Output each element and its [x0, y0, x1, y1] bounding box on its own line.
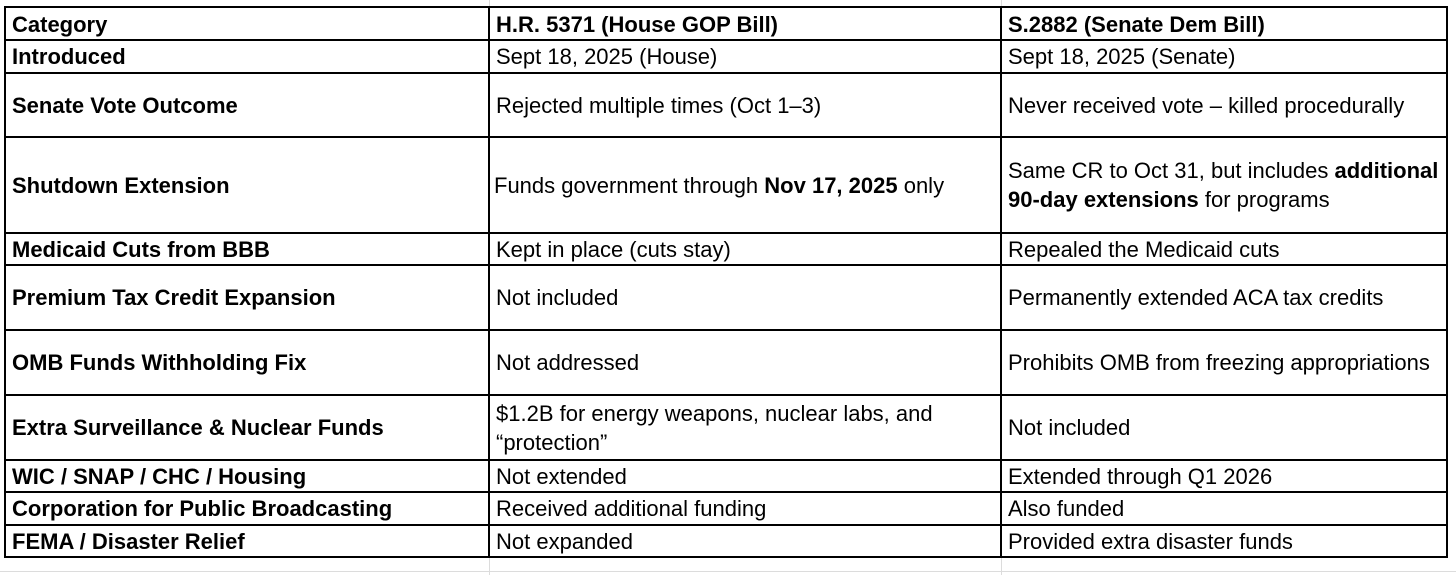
row-house-value: Not included — [489, 265, 1001, 330]
table-row — [5, 265, 1447, 330]
row-senate-value: Permanently extended ACA tax credits — [1001, 265, 1447, 330]
row-category: Premium Tax Credit Expansion — [5, 265, 489, 330]
table-row — [5, 492, 1447, 525]
row-house-value — [489, 137, 1001, 233]
text-segment: Funds government through — [494, 172, 765, 198]
row-house-value: Received additional funding — [489, 492, 1001, 525]
row-senate-value: Provided extra disaster funds — [1001, 525, 1447, 557]
row-house-value: Kept in place (cuts stay) — [489, 233, 1001, 265]
row-category: OMB Funds Withholding Fix — [5, 330, 489, 395]
row-house-value: Not extended — [489, 460, 1001, 492]
bill-comparison-table — [4, 6, 1448, 558]
row-senate-value: Repealed the Medicaid cuts — [1001, 233, 1447, 265]
table-row — [5, 525, 1447, 557]
row-senate-value: Never received vote – killed procedurally — [1001, 73, 1447, 137]
row-house-value: Rejected multiple times (Oct 1–3) — [489, 73, 1001, 137]
emphasized-date: Nov 17, 2025 — [764, 172, 898, 198]
table-row — [5, 40, 1447, 73]
row-senate-value — [1001, 137, 1447, 233]
row-senate-value: Not included — [1001, 395, 1447, 460]
row-category: Shutdown Extension — [5, 137, 489, 233]
row-category: Corporation for Public Broadcasting — [5, 492, 489, 525]
table-row — [5, 137, 1447, 233]
emphasized-phrase: additional 90-day extensions — [1008, 158, 1439, 212]
header-row — [5, 7, 1447, 40]
header-house-bill: H.R. 5371 (House GOP Bill) — [489, 7, 1001, 40]
row-category: FEMA / Disaster Relief — [5, 525, 489, 557]
table-row — [5, 233, 1447, 265]
row-house-value: $1.2B for energy weapons, nuclear labs, and “protection” — [489, 395, 1001, 460]
row-category: Medicaid Cuts from BBB — [5, 233, 489, 265]
text-segment: only — [897, 172, 945, 198]
text-segment: for programs — [1198, 187, 1330, 212]
header-category: Category — [5, 7, 489, 40]
row-house-value: Not expanded — [489, 525, 1001, 557]
row-house-value: Sept 18, 2025 (House) — [489, 40, 1001, 73]
row-senate-value: Sept 18, 2025 (Senate) — [1001, 40, 1447, 73]
row-senate-value: Extended through Q1 2026 — [1001, 460, 1447, 492]
gridline — [0, 571, 1456, 572]
table-row — [5, 395, 1447, 460]
row-category: Extra Surveillance & Nuclear Funds — [5, 395, 489, 460]
row-senate-value: Also funded — [1001, 492, 1447, 525]
table-row — [5, 73, 1447, 137]
header-senate-bill: S.2882 (Senate Dem Bill) — [1001, 7, 1447, 40]
row-category: Introduced — [5, 40, 489, 73]
row-house-value: Not addressed — [489, 330, 1001, 395]
table-row — [5, 460, 1447, 492]
row-senate-value: Prohibits OMB from freezing appropriations — [1001, 330, 1447, 395]
table-row — [5, 330, 1447, 395]
row-category: WIC / SNAP / CHC / Housing — [5, 460, 489, 492]
text-segment: Same CR to Oct 31, but includes — [1008, 158, 1335, 183]
row-category: Senate Vote Outcome — [5, 73, 489, 137]
